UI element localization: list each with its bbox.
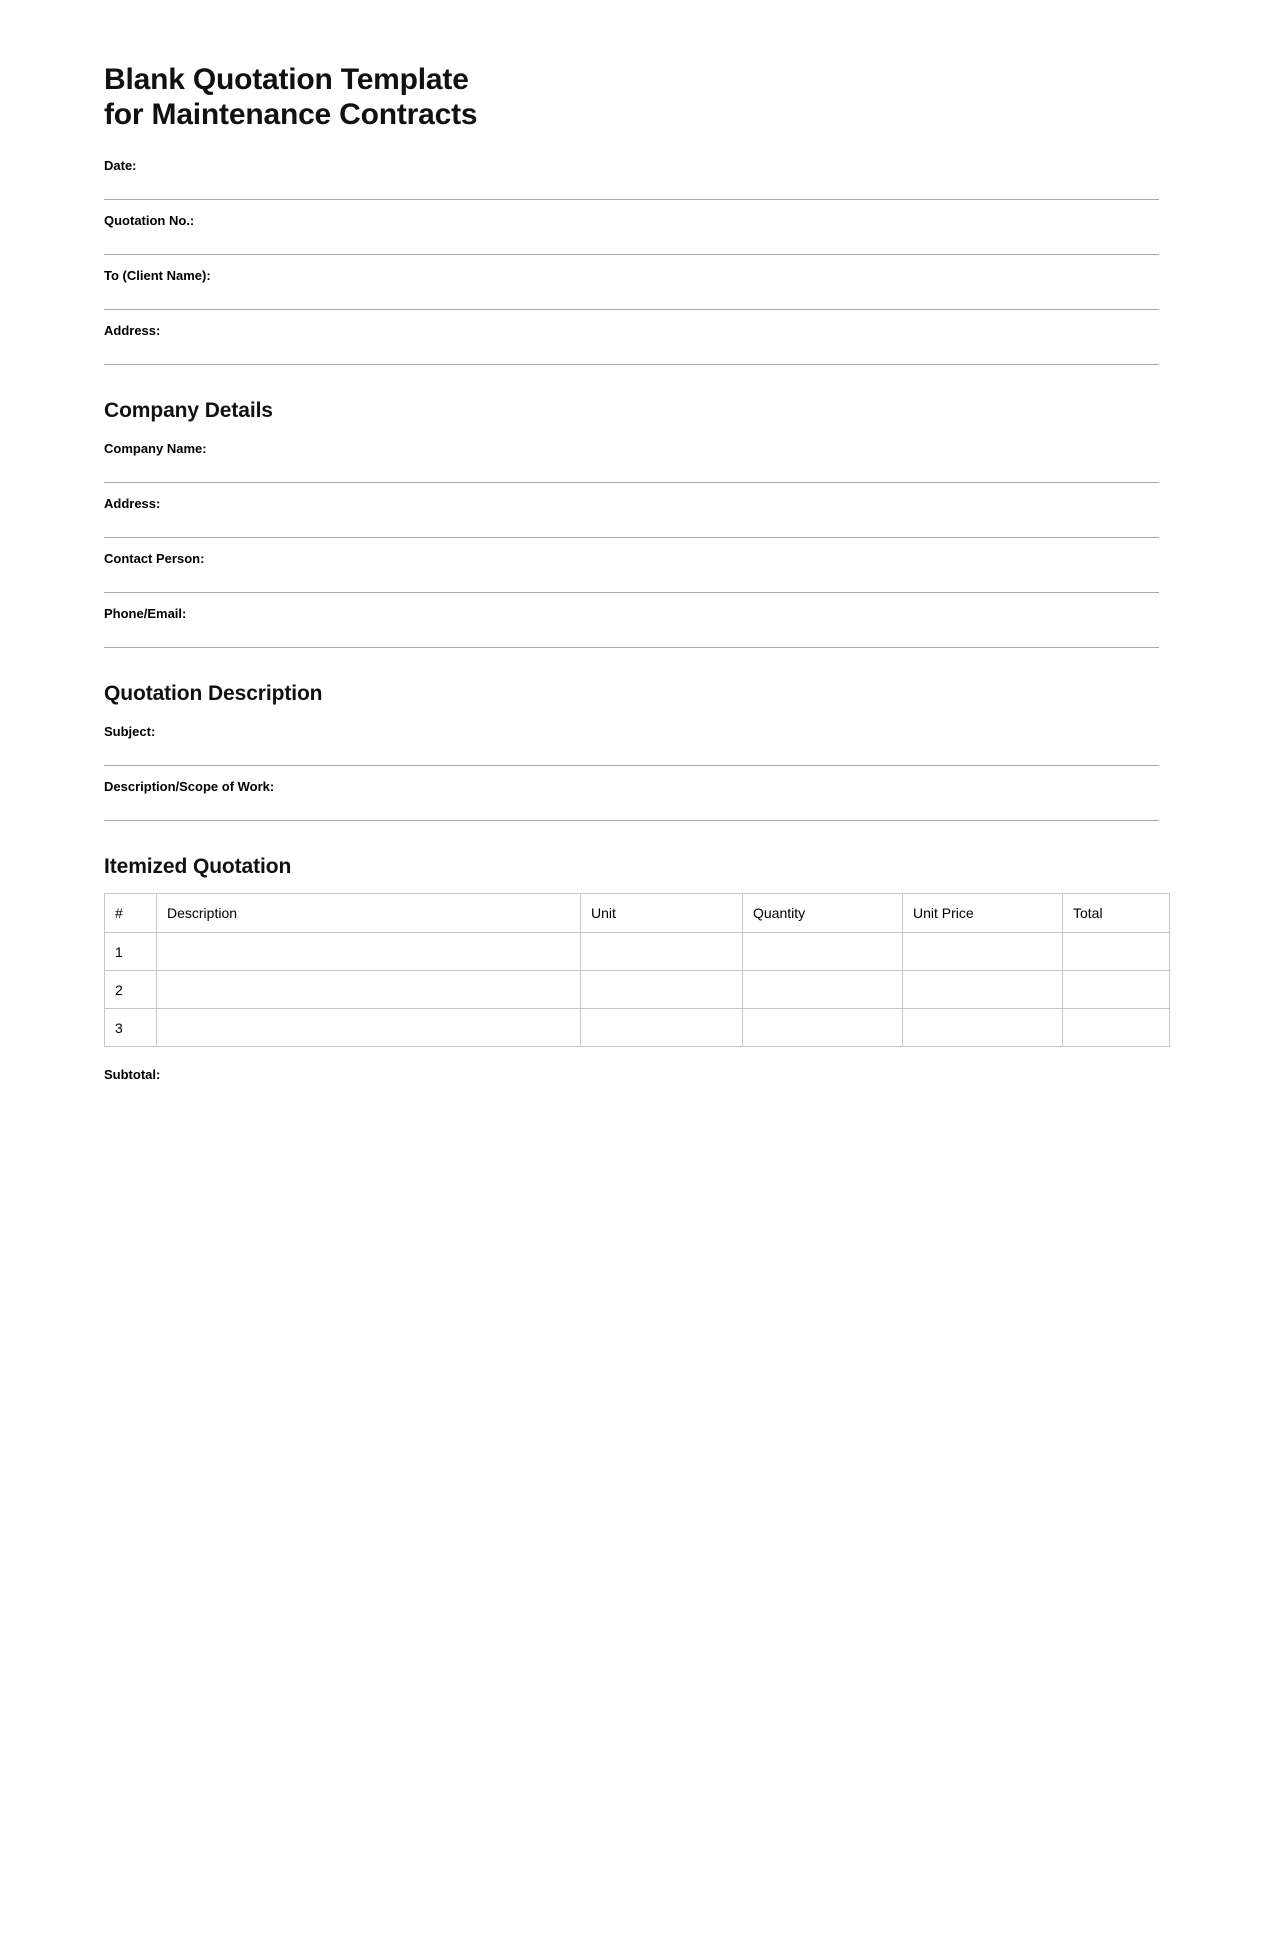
field-label-company-name: Company Name: (104, 441, 207, 457)
page-title-line-1: Blank Quotation Template (104, 63, 469, 96)
field-client-address (104, 310, 1159, 365)
field-phone-email (104, 593, 1159, 648)
cell-unit-price[interactable] (903, 933, 1063, 971)
field-subject (104, 720, 1159, 766)
cell-number: 2 (105, 971, 157, 1009)
field-label-date: Date: (104, 158, 137, 174)
itemized-quotation-section (104, 855, 1159, 1082)
table-row (105, 1009, 1170, 1047)
field-company-name (104, 437, 1159, 483)
cell-total[interactable] (1063, 971, 1170, 1009)
cell-quantity[interactable] (743, 933, 903, 971)
cell-description[interactable] (157, 971, 581, 1009)
table-row (105, 971, 1170, 1009)
field-company-address (104, 483, 1159, 538)
field-label-client-address: Address: (104, 323, 161, 339)
field-label-phone-email: Phone/Email: (104, 606, 187, 622)
company-details-section (104, 399, 1159, 648)
field-label-quotation-no: Quotation No.: (104, 213, 195, 229)
column-header-number: # (105, 894, 157, 933)
field-rule-phone-email[interactable] (104, 647, 1159, 648)
column-header-unit-price: Unit Price (903, 894, 1063, 933)
itemized-quotation-table (104, 893, 1170, 1047)
cell-unit-price[interactable] (903, 971, 1063, 1009)
field-label-subtotal: Subtotal: (104, 1067, 161, 1083)
field-client-name (104, 255, 1159, 310)
cell-unit[interactable] (581, 971, 743, 1009)
page-title (104, 62, 1159, 132)
cell-quantity[interactable] (743, 971, 903, 1009)
field-date (104, 154, 1159, 200)
page-title-line-2: for Maintenance Contracts (104, 98, 478, 132)
subtotal-block (104, 1047, 1159, 1082)
section-heading-company-details: Company Details (104, 399, 273, 423)
field-rule-client-address[interactable] (104, 364, 1159, 365)
column-header-total: Total (1063, 894, 1170, 933)
cell-number: 1 (105, 933, 157, 971)
header-fields-section (104, 154, 1159, 365)
column-header-description: Description (157, 894, 581, 933)
cell-description[interactable] (157, 1009, 581, 1047)
field-contact-person (104, 538, 1159, 593)
quotation-description-section (104, 682, 1159, 821)
field-label-client-name: To (Client Name): (104, 268, 211, 284)
column-header-unit: Unit (581, 894, 743, 933)
cell-total[interactable] (1063, 933, 1170, 971)
cell-unit-price[interactable] (903, 1009, 1063, 1047)
section-heading-itemized-quotation: Itemized Quotation (104, 855, 292, 879)
table-header-row (105, 894, 1170, 933)
field-label-subject: Subject: (104, 724, 156, 740)
table-row (105, 933, 1170, 971)
field-scope-of-work (104, 766, 1159, 821)
field-label-contact-person: Contact Person: (104, 551, 205, 567)
cell-unit[interactable] (581, 1009, 743, 1047)
cell-unit[interactable] (581, 933, 743, 971)
page-bottom-whitespace (104, 1082, 1159, 1682)
column-header-quantity: Quantity (743, 894, 903, 933)
cell-quantity[interactable] (743, 1009, 903, 1047)
section-heading-quotation-description: Quotation Description (104, 682, 323, 706)
cell-number: 3 (105, 1009, 157, 1047)
field-quotation-no (104, 200, 1159, 255)
field-rule-scope-of-work[interactable] (104, 820, 1159, 821)
cell-description[interactable] (157, 933, 581, 971)
field-label-company-address: Address: (104, 496, 161, 512)
field-label-scope-of-work: Description/Scope of Work: (104, 779, 275, 795)
cell-total[interactable] (1063, 1009, 1170, 1047)
